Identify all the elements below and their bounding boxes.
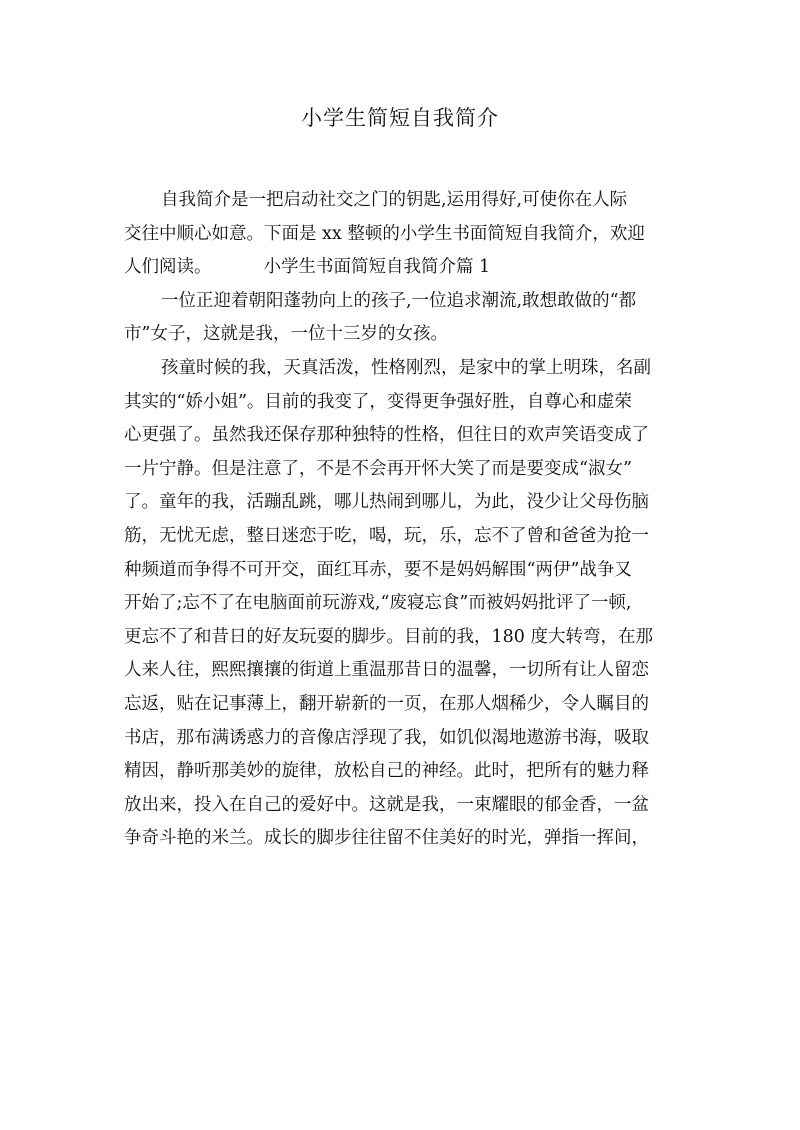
intro-paragraph [124,184,679,285]
text-line: 了。童年的我，活蹦乱跳，哪儿热闹到哪儿，为此，没少让父母伤脑 [124,492,649,513]
document-body [124,184,679,856]
text-line: 争奇斗艳的米兰。成长的脚步往往留不住美好的时光，弹指一挥间， [124,828,649,849]
text-line: 孩童时候的我，天真活泼，性格刚烈，是家中的掌上明珠，名副 [161,357,651,378]
text-line: 人来人往，熙熙攘攘的街道上重温那昔日的温馨，一切所有让人留恋 [124,660,649,681]
text-line: 其实的“娇小姐”。目前的我变了，变得更争强好胜，自尊心和虚荣 [124,391,632,412]
text-line: 精因，静听那美妙的旋律，放松自己的神经。此时，把所有的魅力释 [124,761,649,782]
text-line: 更忘不了和昔日的好友玩耍的脚步。目前的我，180 度大转弯，在那 [124,626,653,647]
document-title: 小学生简短自我简介 [301,106,499,130]
text-line: 书店，那布满诱惑力的音像店浮现了我，如饥似渴地遨游书海，吸取 [124,727,649,748]
body-paragraph-2 [124,352,679,856]
text-line: 市”女子，这就是我，一位十三岁的女孩。 [124,324,448,345]
text-line: 自我简介是一把启动社交之门的钥匙,运用得好,可使你在人际 [161,190,628,210]
text-line: 放出来，投入在自己的爱好中。这就是我，一束耀眼的郁金香，一盆 [124,794,649,815]
text-line: 一位正迎着朝阳蓬勃向上的孩子,一位追求潮流,敢想敢做的“都 [161,290,637,311]
text-line [124,251,679,285]
section-heading: 小学生书面简短自我简介篇 1 [263,257,491,278]
intro-closing-text: 人们阅读。 [124,257,212,278]
text-line: 一片宁静。但是注意了，不是不会再开怀大笑了而是要变成“淑女” [124,458,632,479]
text-line: 筋，无忧无虑，整日迷恋于吃，喝，玩，乐，忘不了曾和爸爸为抢一 [124,525,649,546]
text-line: 心更强了。虽然我还保存那种独特的性格，但往日的欢声笑语变成了 [124,425,649,446]
text-line: 交往中顺心如意。下面是 xx 整顿的小学生书面简短自我简介，欢迎 [124,223,645,244]
text-line: 种频道而争得不可开交，面红耳赤，要不是妈妈解围“两伊”战争又 [124,559,632,580]
text-line: 开始了;忘不了在电脑面前玩游戏,“废寝忘食”而被妈妈批评了一顿, [124,593,632,614]
text-line: 忘返，贴在记事薄上，翻开崭新的一页，在那人烟稀少，令人瞩目的 [124,693,649,714]
body-paragraph-1 [124,285,679,352]
